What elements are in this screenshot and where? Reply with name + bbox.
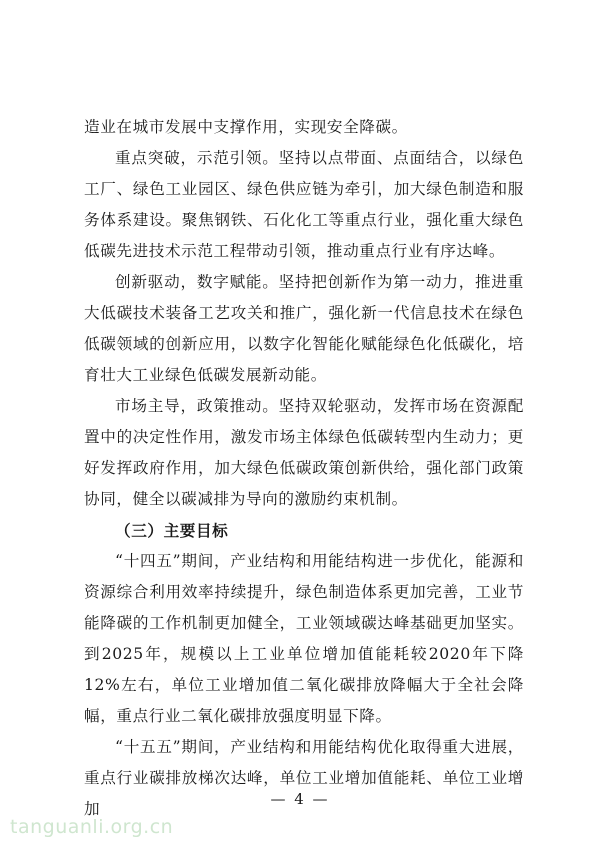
paragraph-market-led: 市场主导，政策推动。坚持双轮驱动，发挥市场在资源配置中的决定性作用，激发市场主体绿色低碳转型内生动力；更好发挥政府作用，加大绿色低碳政策创新供给，强化部门政策协同，健全以碳减排为导向的激励约束机制。 bbox=[84, 397, 524, 508]
paragraph-innovation-driven: 创新驱动，数字赋能。坚持把创新作为第一动力，推进重大低碳技术装备工艺攻关和推广，强化新一代信息技术在绿色低碳领域的创新应用，以数字化智能化赋能绿色化低碳化，培育壮大工业绿色低碳发展新动能。 bbox=[84, 273, 524, 384]
paragraph-15th-fyp: “十五五”期间，产业结构和用能结构优化取得重大进展，重点行业碳排放梯次达峰，单位工业增加值能耗、单位工业增加 bbox=[84, 738, 524, 818]
paragraph-key-breakthrough: 重点突破，示范引领。坚持以点带面、点面结合，以绿色工厂、绿色工业园区、绿色供应链为牵引，加大绿色制造和服务体系建设。聚焦钢铁、石化化工等重点行业，强化重大绿色低碳先进技术示范工程带动引领，推动重点行业有序达峰。 bbox=[84, 149, 524, 260]
page-number: — 4 — bbox=[270, 790, 330, 808]
paragraph-14th-fyp: “十四五”期间，产业结构和用能结构进一步优化，能源和资源综合利用效率持续提升，绿色制造体系更加完善，工业节能降碳的工作机制更加健全，工业领域碳达峰基础更加坚实。到2025年，规模以上工业单位增加值能耗较2020年下降12%左右，单位工业增加值二氧化碳排放降幅大于全社会降幅，重点行业二氧化碳排放强度明显下降。 bbox=[84, 552, 524, 725]
section-heading-main-goals: （三）主要目标 bbox=[115, 521, 229, 540]
watermark: tanguanli.org.cn bbox=[10, 816, 174, 838]
paragraph-continued: 造业在城市发展中支撑作用，实现安全降碳。 bbox=[84, 118, 408, 136]
